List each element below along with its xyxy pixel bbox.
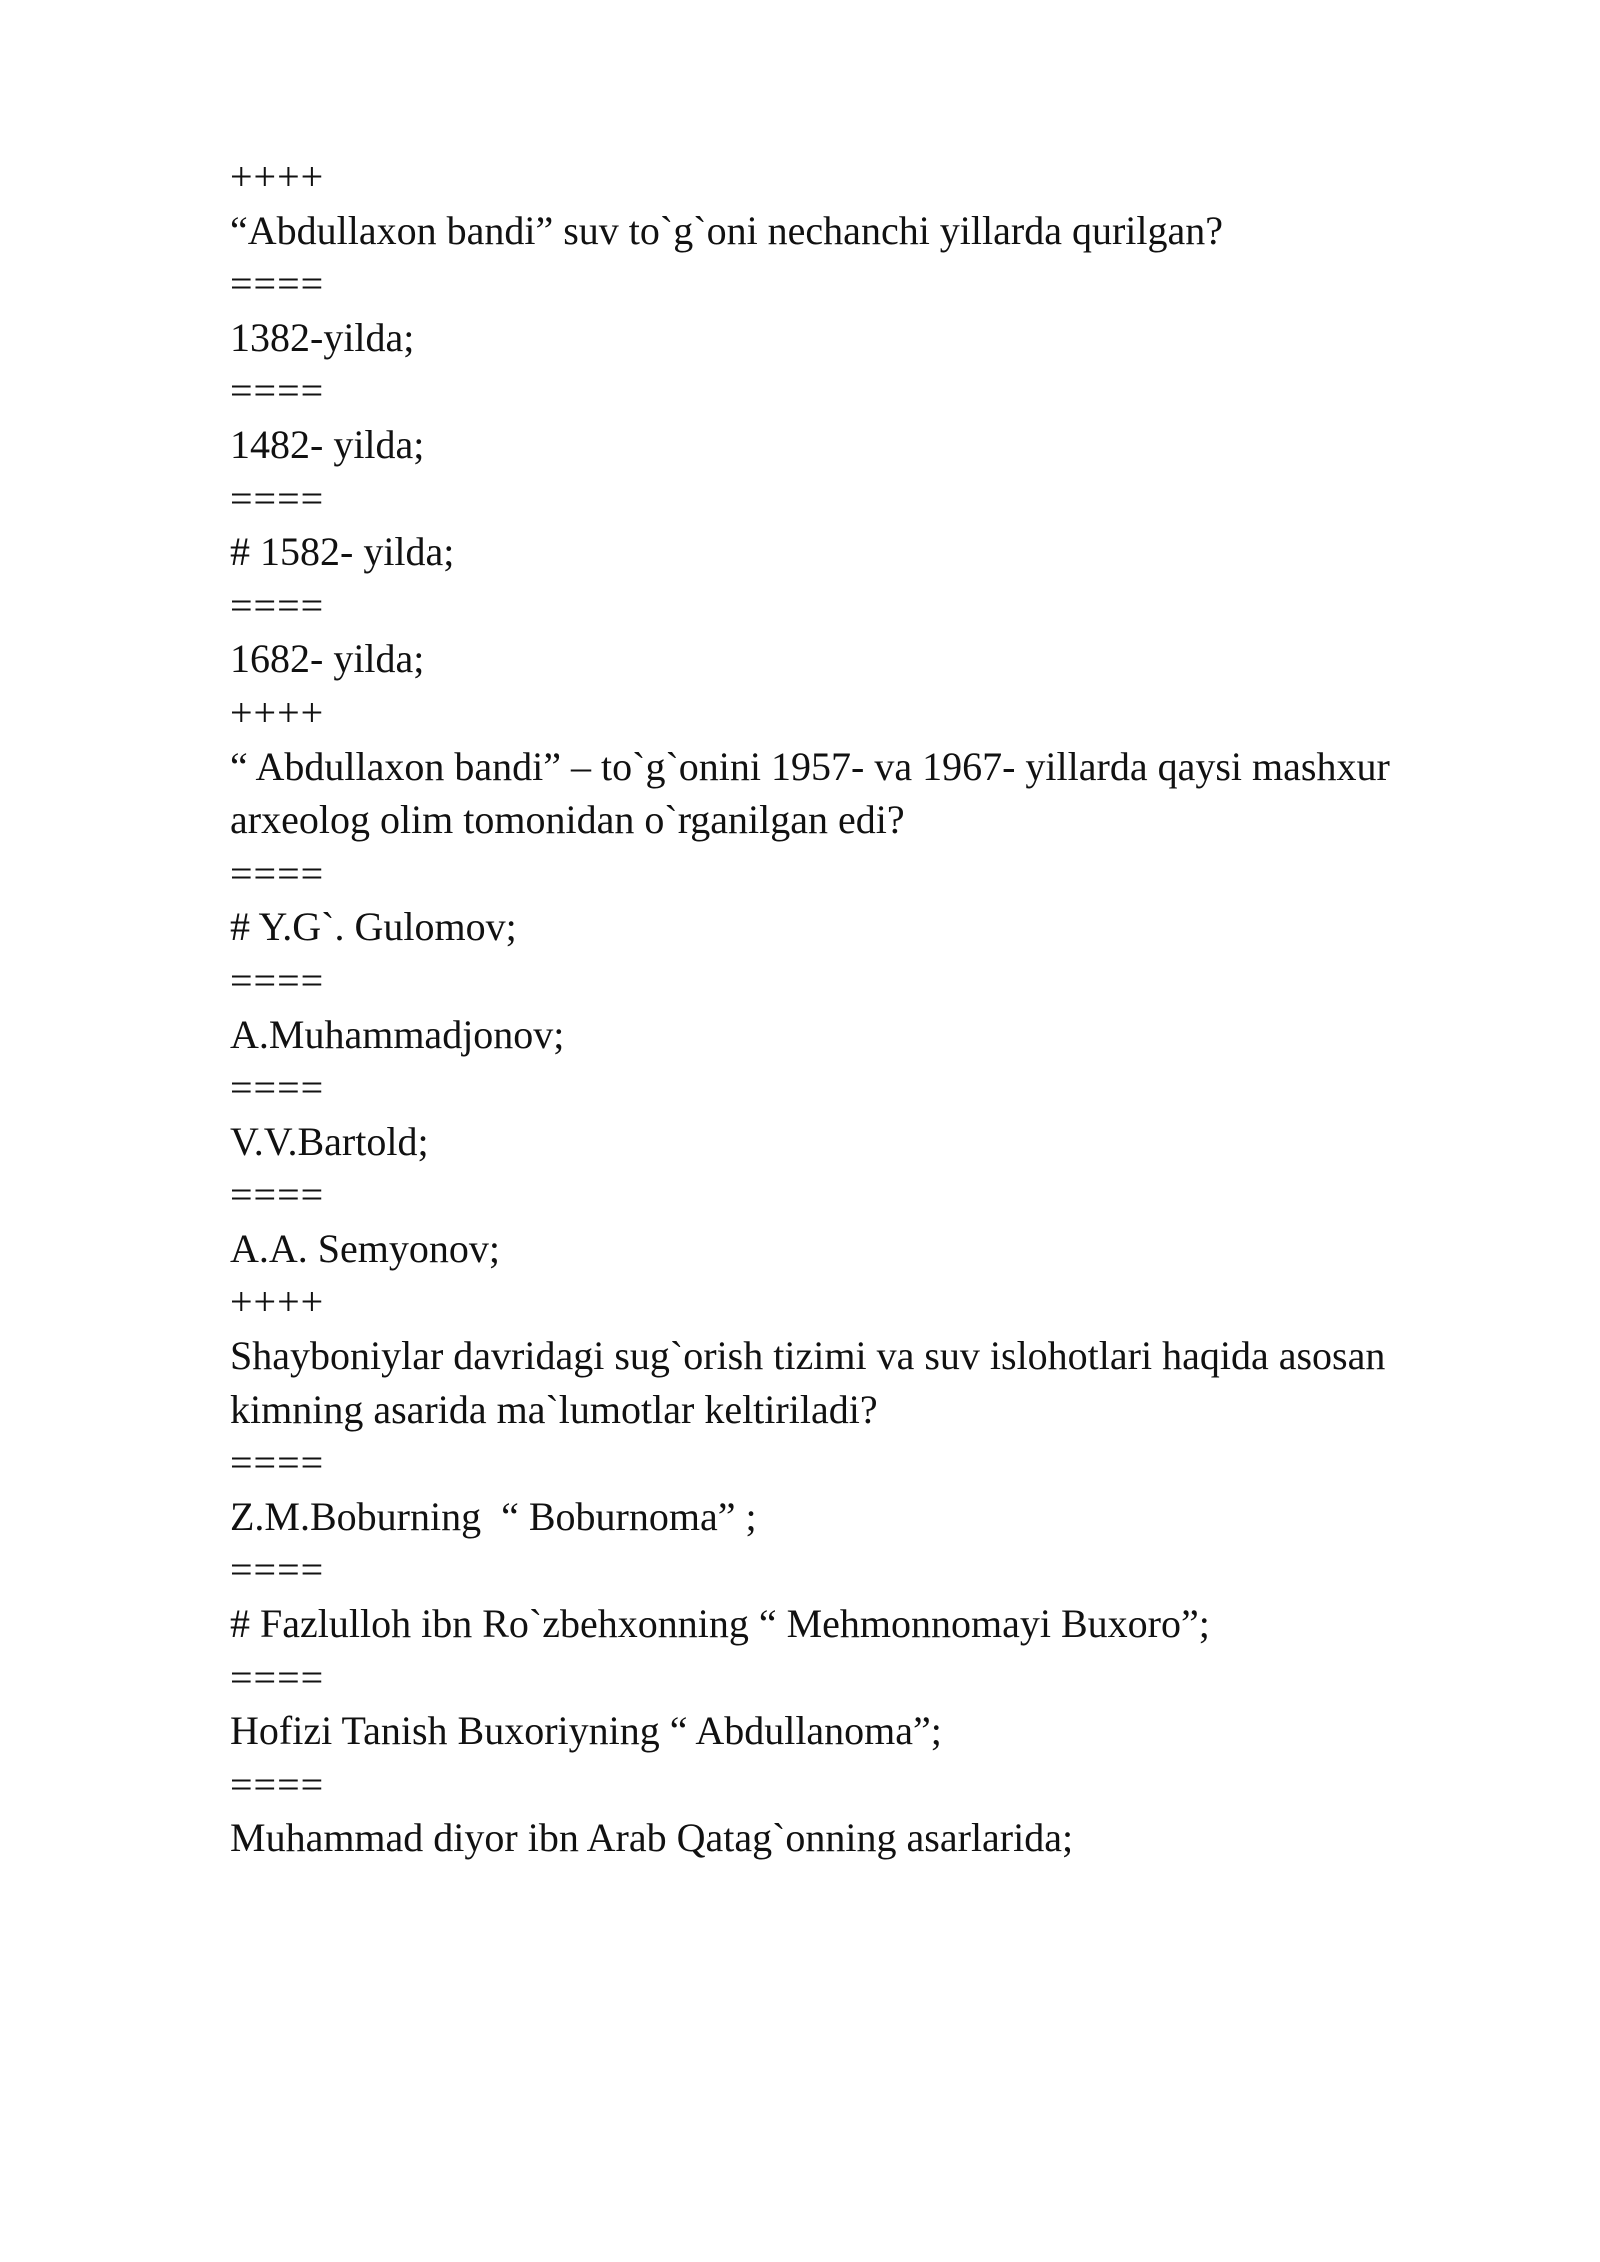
question-block (230, 686, 1520, 1276)
option-text: A.A. Semyonov; (230, 1225, 500, 1271)
question-text: “Abdullaxon bandi” suv to`g`oni nechanchi yillarda qurilgan? (230, 207, 1224, 253)
question-block (230, 150, 1520, 686)
option-text: 1682- yilda; (230, 636, 425, 682)
option-separator: ==== (230, 475, 325, 521)
option-separator: ==== (230, 1547, 325, 1593)
option-text-correct: # 1582- yilda; (230, 529, 455, 575)
question-marker: ++++ (230, 1279, 325, 1325)
option-text-correct: # Fazlulloh ibn Ro`zbehxonning “ Mehmonnomayi Buxoro”; (230, 1601, 1210, 1647)
option-separator: ==== (230, 1761, 325, 1807)
option-separator: ==== (230, 1654, 325, 1700)
option-text: A.Muhammadjonov; (230, 1011, 565, 1057)
document-body (230, 150, 1520, 1865)
option-separator: ==== (230, 1065, 325, 1111)
option-text-correct: # Y.G`. Gulomov; (230, 904, 517, 950)
question-text: “ Abdullaxon bandi” – to`g`onini 1957- va 1967- yillarda qaysi mashxur arxeolog olim tomonidan o`rganilgan edi? (230, 743, 1400, 843)
option-separator: ==== (230, 957, 325, 1003)
option-text: Muhammad diyor ibn Arab Qatag`onning asarlarida; (230, 1815, 1074, 1861)
question-block (230, 1275, 1520, 1865)
question-marker: ++++ (230, 154, 325, 199)
option-text: Hofizi Tanish Buxoriyning “ Abdullanoma”; (230, 1708, 942, 1754)
option-text: V.V.Bartold; (230, 1118, 429, 1164)
option-separator: ==== (230, 261, 325, 307)
option-text: 1382-yilda; (230, 314, 415, 360)
option-separator: ==== (230, 1440, 325, 1486)
option-separator: ==== (230, 368, 325, 414)
option-text: Z.M.Boburning “ Boburnoma” ; (230, 1493, 757, 1539)
option-separator: ==== (230, 1172, 325, 1218)
option-text: 1482- yilda; (230, 421, 425, 467)
option-separator: ==== (230, 850, 325, 896)
question-text: Shayboniylar davridagi sug`orish tizimi va suv islohotlari haqida asosan kimning asarida ma`lumotlar keltiriladi? (230, 1333, 1396, 1432)
option-separator: ==== (230, 582, 325, 628)
question-marker: ++++ (230, 689, 325, 735)
